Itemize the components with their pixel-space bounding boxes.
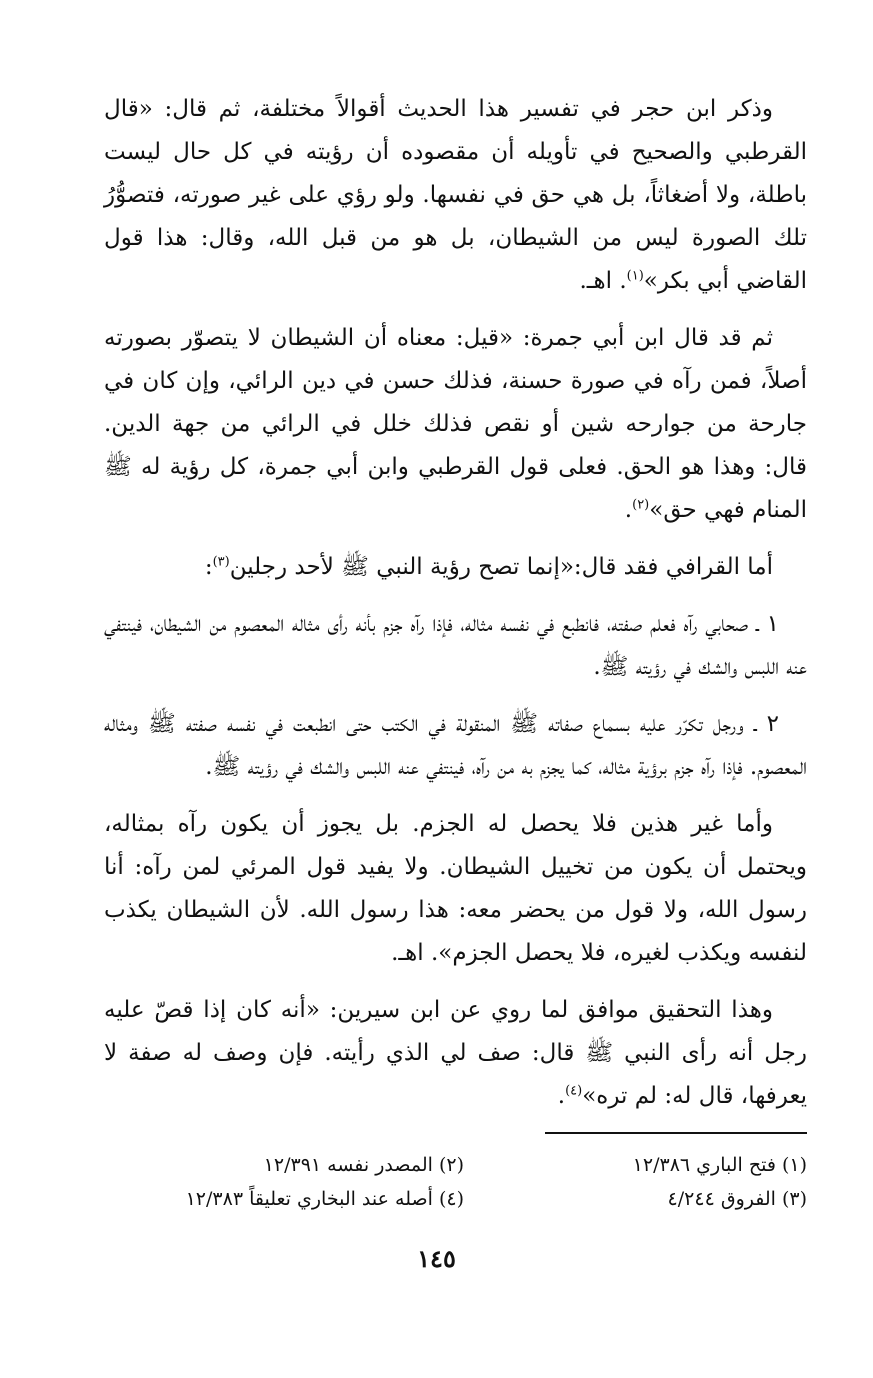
paragraph-tail: :: [204, 554, 213, 580]
paragraph-text: ١ ـ صحابي رآه فعلم صفته، فانطبع في نفسه مثاله، فإذا رآه جزم بأنه رأى مثاله المعصوم من الشيطان، فينتفي عنه اللبس والشك في رؤيته ﷺ.: [104, 611, 807, 680]
paragraph-ibn-hajar: [104, 88, 807, 303]
paragraph-text: وهذا التحقيق موافق لما روي عن ابن سيرين: «أنه كان إذا قصّ عليه رجل أنه رأى النبي ﷺ قال: صف لي الذي رأيته. فإن وصف له صفة لا يعرفها، قال له: لم تره»: [104, 997, 807, 1109]
paragraph-tail: . اهـ.: [579, 268, 627, 294]
paragraph-others: [104, 803, 807, 975]
paragraph-text: أما القرافي فقد قال:«إنما تصح رؤية النبي ﷺ لأحد رجلين: [229, 554, 773, 580]
footnote-1: (١) فتح الباري ١٢/٣٨٦: [632, 1154, 807, 1176]
paragraph-tail: .: [557, 1083, 566, 1109]
list-item-2: [104, 703, 807, 789]
footnote-row: [104, 1182, 807, 1216]
footnote-4: (٤) أصله عند البخاري تعليقاً ١٢/٣٨٣: [185, 1188, 464, 1210]
footnotes: [104, 1148, 807, 1216]
paragraph-tail: .: [624, 497, 633, 523]
paragraph-text: وذكر ابن حجر في تفسير هذا الحديث أقوالاً مختلفة، ثم قال: «قال القرطبي والصحيح في تأويله أن مقصوده أن رؤيته في كل حال ليست باطلة، ولا أضغاثاً، بل هي حق في نفسها. ولو رؤي على غير صورته، فتصوُّرُ تلك الصورة ليس من الشيطان، بل هو من قبل الله، وقال: هذا قول القاضي أبي بكر»: [104, 96, 807, 294]
footnote-row: [104, 1148, 807, 1182]
paragraph-ibn-sirin: [104, 989, 807, 1118]
footnote-ref-4: (٤): [565, 1083, 583, 1099]
footnote-2: (٢) المصدر نفسه ١٢/٣٩١: [263, 1154, 464, 1176]
paragraph-text: وأما غير هذين فلا يحصل له الجزم. بل يجوز أن يكون رآه بمثاله، ويحتمل أن يكون من تخييل الشيطان. ولا يفيد قول المرئي لمن رآه: أنا رسول الله، ولا قول من يحضر معه: هذا رسول الله. لأن الشيطان يكذب لنفسه ويكذب لغيره، فلا يحصل الجزم». اهـ.: [104, 811, 807, 966]
paragraph-text: ثم قد قال ابن أبي جمرة: «قيل: معناه أن الشيطان لا يتصوّر بصورته أصلاً، فمن رآه في صورة حسنة، فذلك حسن في دين الرائي، وإن كان في جارحة من جوارحه شين أو نقص فذلك خلل في الرائي من جهة الدين. قال: وهذا هو الحق. فعلى قول القرطبي وابن أبي جمرة، كل رؤية له ﷺ المنام فهي حق»: [104, 325, 807, 523]
paragraph-text: ٢ ـ ورجل تكرّر عليه بسماع صفاته ﷺ المنقولة في الكتب حتى انطبعت في نفسه صفته ﷺ ومثاله المعصوم. فإذا رآه جزم برؤية مثاله، كما يجزم به من رآه، فينتفي عنه اللبس والشك في رؤيته ﷺ.: [104, 711, 807, 780]
footnote-divider: [545, 1132, 807, 1134]
main-text: [104, 88, 807, 1132]
footnote-ref-1: (١): [626, 268, 644, 284]
footnote-3: (٣) الفروق ٤/٢٤٤: [667, 1188, 807, 1210]
paragraph-ibn-abi-jamra: [104, 317, 807, 532]
paragraph-qarafi: [104, 546, 807, 589]
page-number: ١٤٥: [417, 1244, 456, 1273]
footnote-ref-3: (٣): [212, 554, 230, 570]
footnote-ref-2: (٢): [632, 497, 650, 513]
list-item-1: [104, 603, 807, 689]
